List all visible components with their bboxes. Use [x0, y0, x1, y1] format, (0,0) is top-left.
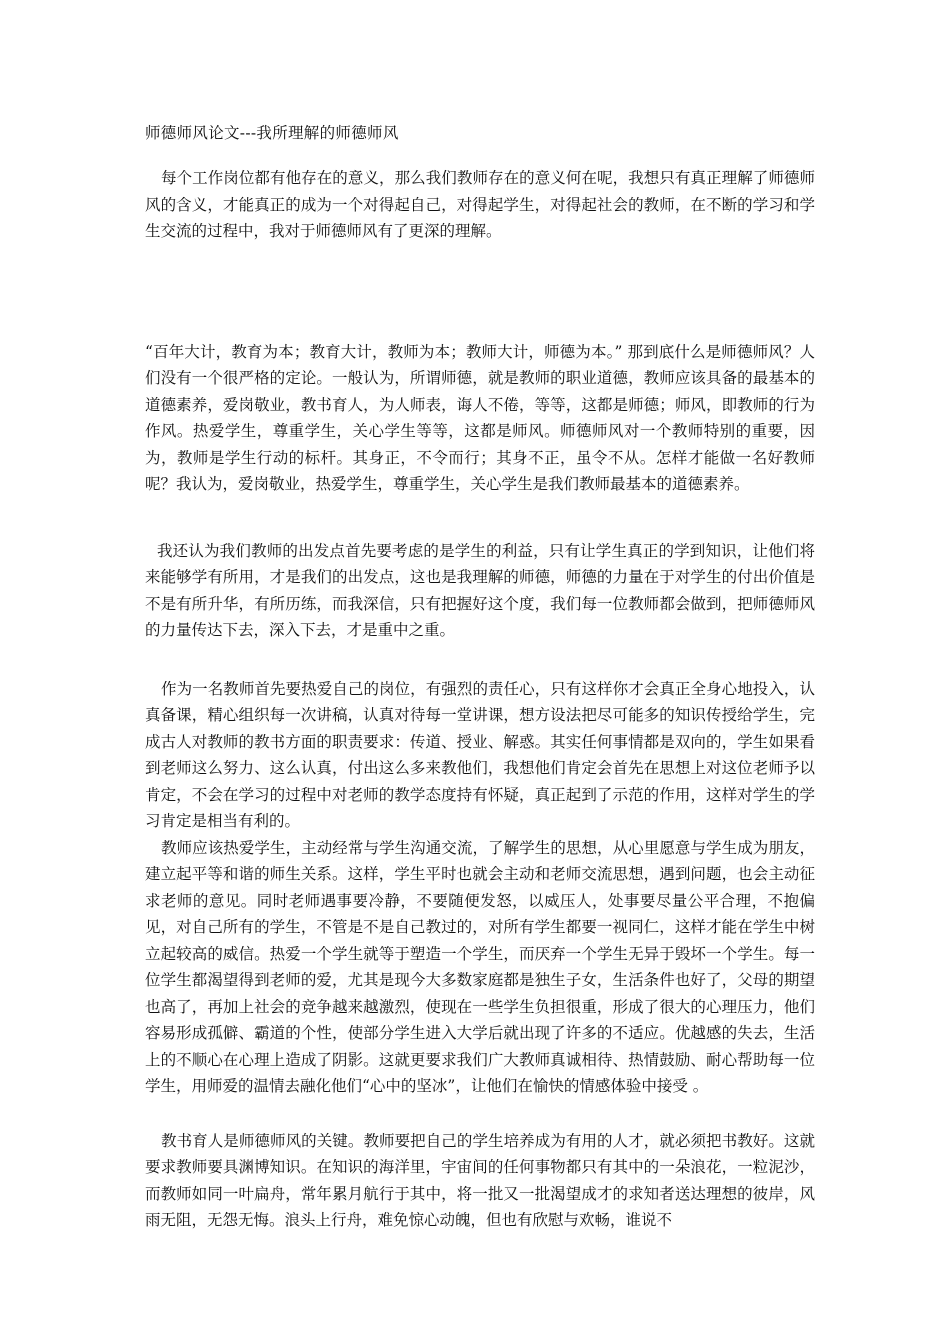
document-page [145, 121, 815, 1234]
paragraph-5: 教师应该热爱学生，主动经常与学生沟通交流，了解学生的思想，从心里愿意与学生成为朋友，建立起平等和谐的师生关系。这样，学生平时也就会主动和老师交流思想，遇到问题，也会主动征求老师的意见。同时老师遇事要冷静，不要随便发怒，以威压人，处事要尽量公平合理，不抱偏见，对自己所有的学生，不管是不是自己教过的，对所有学生都要一视同仁，这样才能在学生中树立起较高的威信。热爱一个学生就等于塑造一个学生，而厌弃一个学生无异于毁坏一个学生。每一位学生都渴望得到老师的爱，尤其是现今大多数家庭都是独生子女，生活条件也好了，父母的期望也高了，再加上社会的竞争越来越激烈，使现在一些学生负担很重，形成了很大的心理压力，他们容易形成孤僻、霸道的个性，使部分学生进入大学后就出现了许多的不适应。优越感的失去，生活上的不顺心在心理上造成了阴影。这就更要求我们广大教师真诚相待、热情鼓励、耐心帮助每一位学生，用师爱的温情去融化他们“心中的坚冰”，让他们在愉快的情感体验中接受 。 [145, 838, 815, 1095]
paragraph-4: 作为一名教师首先要热爱自己的岗位，有强烈的责任心，只有这样你才会真正全身心地投入，认真备课，精心组织每一次讲稿，认真对待每一堂讲课，想方设法把尽可能多的知识传授给学生，完成古人对教师的教书方面的职责要求：传道、授业、解惑。其实任何事情都是双向的，学生如果看到老师这么努力、这么认真，付出这么多来教他们，我想他们肯定会首先在思想上对这位老师予以肯定，不会在学习的过程中对老师的教学态度持有怀疑，真正起到了示范的作用，这样对学生的学习肯定是相当有利的。 [145, 679, 815, 830]
paragraph-2: “百年大计，教育为本；教育大计，教师为本；教师大计，师德为本。” 那到底什么是师德师风？人们没有一个很严格的定论。一般认为，所谓师德，就是教师的职业道德，教师应该具备的最基本的道德素养，爱岗敬业，教书育人，为人师表，诲人不倦，等等，这都是师德；师风，即教师的行为作风。热爱学生，尊重学生，关心学生等等，这都是师风。师德师风对一个教师特别的重要，因为，教师是学生行动的标杆。其身正，不令而行；其身不正，虽令不从。怎样才能做一名好教师呢？我认为，爱岗敬业，热爱学生，尊重学生，关心学生是我们教师最基本的道德素养。 [145, 342, 815, 493]
paragraph-6: 教书育人是师德师风的关键。教师要把自己的学生培养成为有用的人才，就必须把书教好。这就要求教师要具渊博知识。在知识的海洋里，宇宙间的任何事物都只有其中的一朵浪花，一粒泥沙，而教师如同一叶扁舟，常年累月航行于其中，将一批又一批渴望成才的求知者送达理想的彼岸，风雨无阻，无怨无悔。浪头上行舟，难免惊心动魄，但也有欣慰与欢畅，谁说不 [145, 1131, 815, 1229]
paragraph-1: 每个工作岗位都有他存在的意义，那么我们教师存在的意义何在呢，我想只有真正理解了师德师风的含义，才能真正的成为一个对得起自己，对得起学生，对得起社会的教师，在不断的学习和学生交流的过程中，我对于师德师风有了更深的理解。 [145, 169, 815, 240]
document-title: 师德师风论文---我所理解的师德师风 [145, 124, 399, 142]
paragraph-3: 我还认为我们教师的出发点首先要考虑的是学生的利益，只有让学生真正的学到知识，让他们将来能够学有所用，才是我们的出发点，这也是我理解的师德，师德的力量在于对学生的付出价值是不是有所升华，有所历练，而我深信，只有把握好这个度，我们每一位教师都会做到，把师德师风的力量传达下去，深入下去，才是重中之重。 [145, 541, 815, 639]
